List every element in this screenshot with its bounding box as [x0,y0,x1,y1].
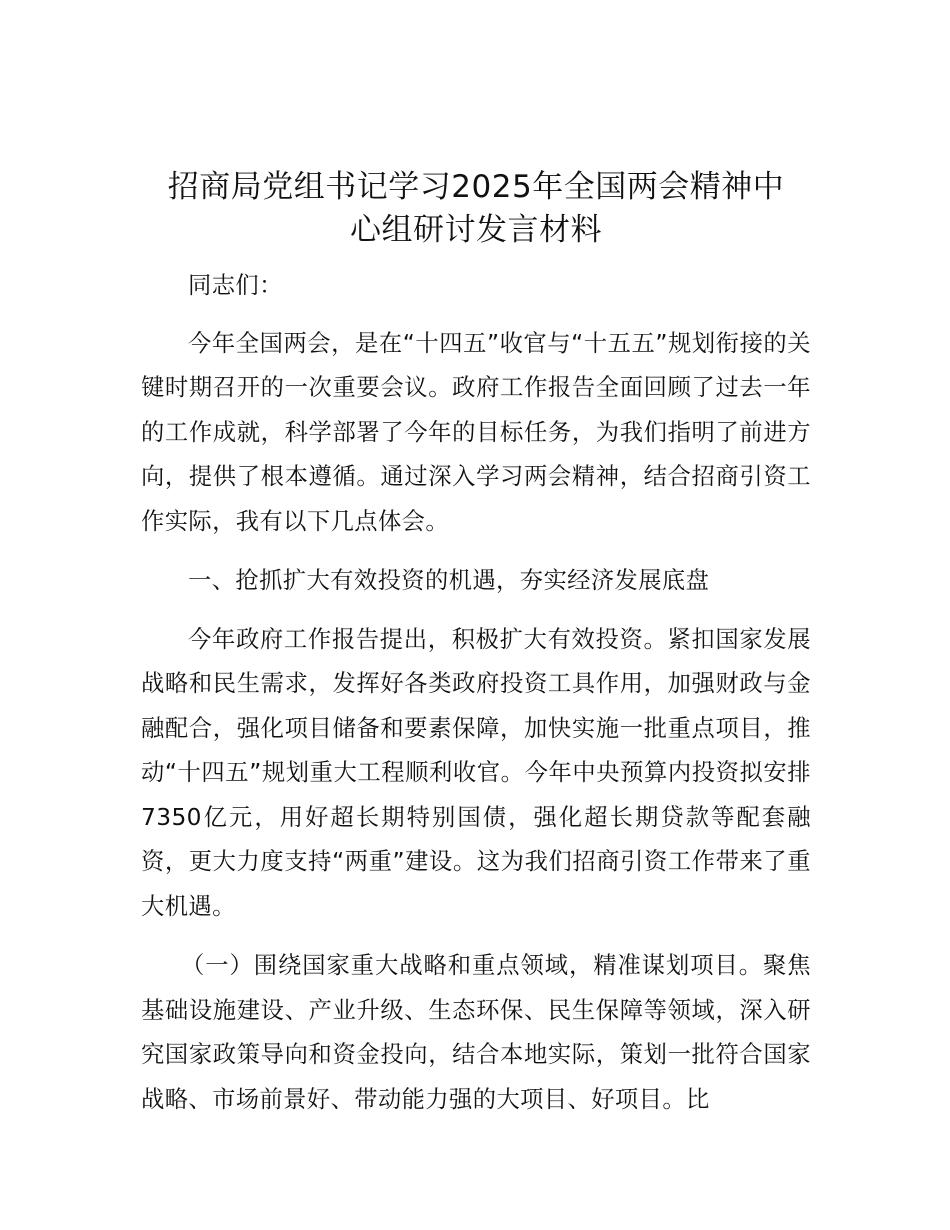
body-paragraph-subsection-1: （一）围绕国家重大战略和重点领域，精准谋划项目。聚焦基础设施建设、产业升级、生态环保、民生保障等领域，深入研究国家政策导向和资金投向，结合本地实际，策划一批符合国家战略、市场前景好、带动能力强的大项目、好项目。比 [141,952,811,1113]
section-heading-1: 一、抢抓扩大有效投资的机遇，夯实经济发展底盘 [188,567,710,594]
greeting: 同志们： [188,272,283,299]
body-paragraph-investment: 今年政府工作报告提出，积极扩大有效投资。紧扣国家发展战略和民生需求，发挥好各类政府投资工具作用，加强财政与金融配合，强化项目储备和要素保障，加快实施一批重点项目，推动“十四五”规划重大工程顺利收官。今年中央预算内投资拟安排7350亿元，用好超长期特别国债，强化超长期贷款等配套融资，更大力度支持“两重”建设。这为我们招商引资工作带来了重大机遇。 [141,625,811,920]
document-page [141,166,811,1137]
document-title-line-1: 招商局党组书记学习2025年全国两会精神中 [167,169,785,205]
document-title [141,166,811,252]
document-title-line-2: 心组研讨发言材料 [350,212,602,248]
body-paragraph-intro: 今年全国两会，是在“十四五”收官与“十五五”规划衔接的关键时期召开的一次重要会议。政府工作报告全面回顾了过去一年的工作成就，科学部署了今年的目标任务，为我们指明了前进方向，提供了根本遵循。通过深入学习两会精神，结合招商引资工作实际，我有以下几点体会。 [141,329,811,535]
